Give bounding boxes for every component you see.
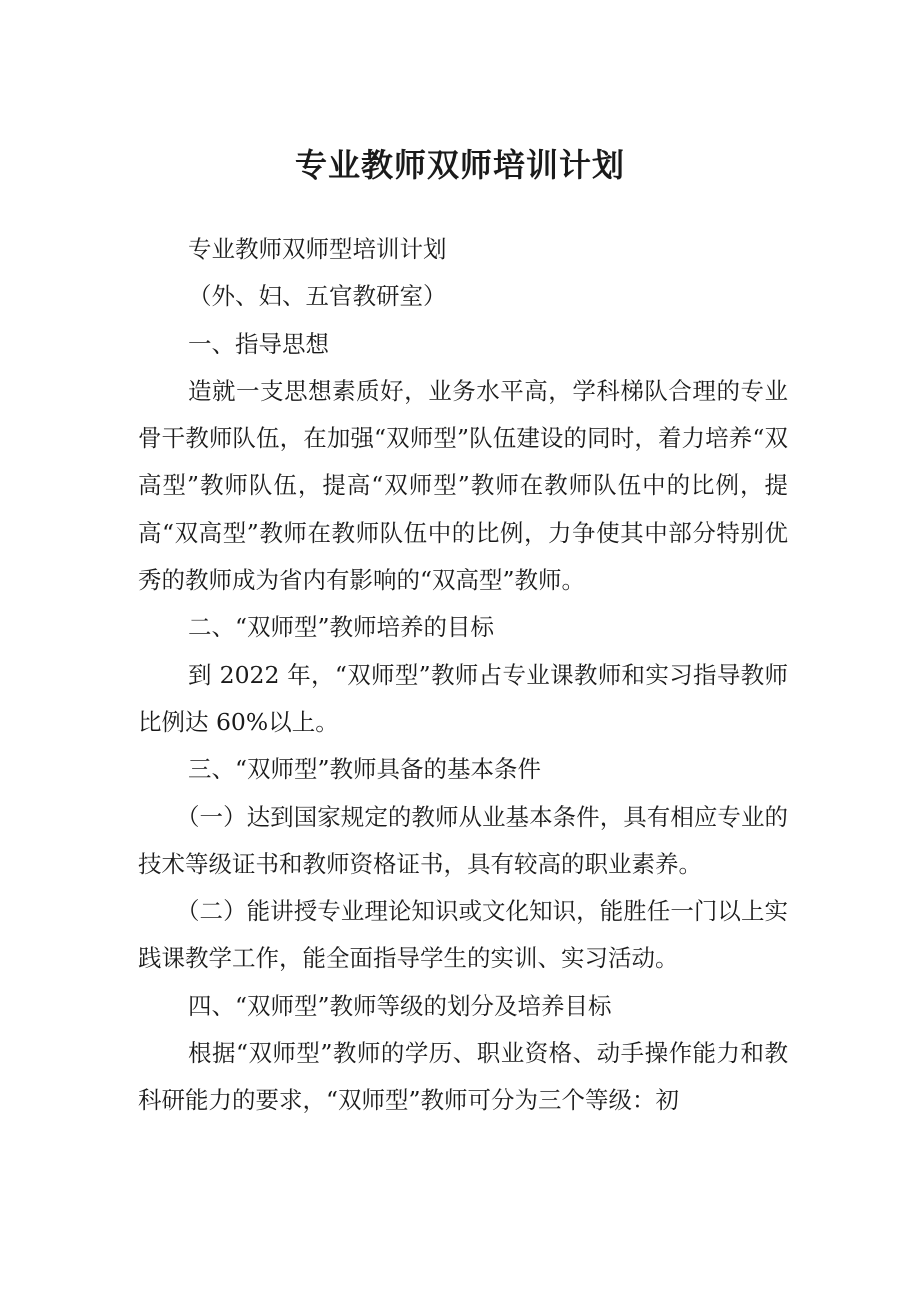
section-heading-4: 四、“双师型”教师等级的划分及培养目标 (188, 991, 612, 1020)
department-note: （外、妇、五官教研室） (188, 282, 447, 311)
document-body (138, 226, 788, 1125)
paragraph-guiding-thought: 造就一支思想素质好，业务水平高，学科梯队合理的专业骨干教师队伍，在加强“双师型”队伍建设的同时，着力培养“双高型”教师队伍，提高“双师型”教师在教师队伍中的比例，提高“双高型”教师在教师队伍中的比例，力争使其中部分特别优秀的教师成为省内有影响的“双高型”教师。 (138, 376, 788, 595)
section-heading-1: 一、指导思想 (188, 329, 329, 358)
paragraph-condition-1: （一）达到国家规定的教师从业基本条件，具有相应专业的技术等级证书和教师资格证书，具有较高的职业素养。 (138, 802, 788, 878)
document-title: 专业教师双师培训计划 (294, 146, 625, 184)
paragraph-goal: 到 2022 年，“双师型”教师占专业课教师和实习指导教师比例达 60%以上。 (138, 660, 788, 736)
subtitle: 专业教师双师型培训计划 (188, 235, 447, 263)
paragraph-levels: 根据“双师型”教师的学历、职业资格、动手操作能力和教科研能力的要求，“双师型”教师可分为三个等级：初 (138, 1039, 788, 1115)
section-heading-3: 三、“双师型”教师具备的基本条件 (188, 755, 542, 784)
section-heading-2: 二、“双师型”教师培养的目标 (188, 613, 495, 642)
paragraph-condition-2: （二）能讲授专业理论知识或文化知识，能胜任一门以上实践课教学工作，能全面指导学生的实训、实习活动。 (138, 897, 788, 973)
